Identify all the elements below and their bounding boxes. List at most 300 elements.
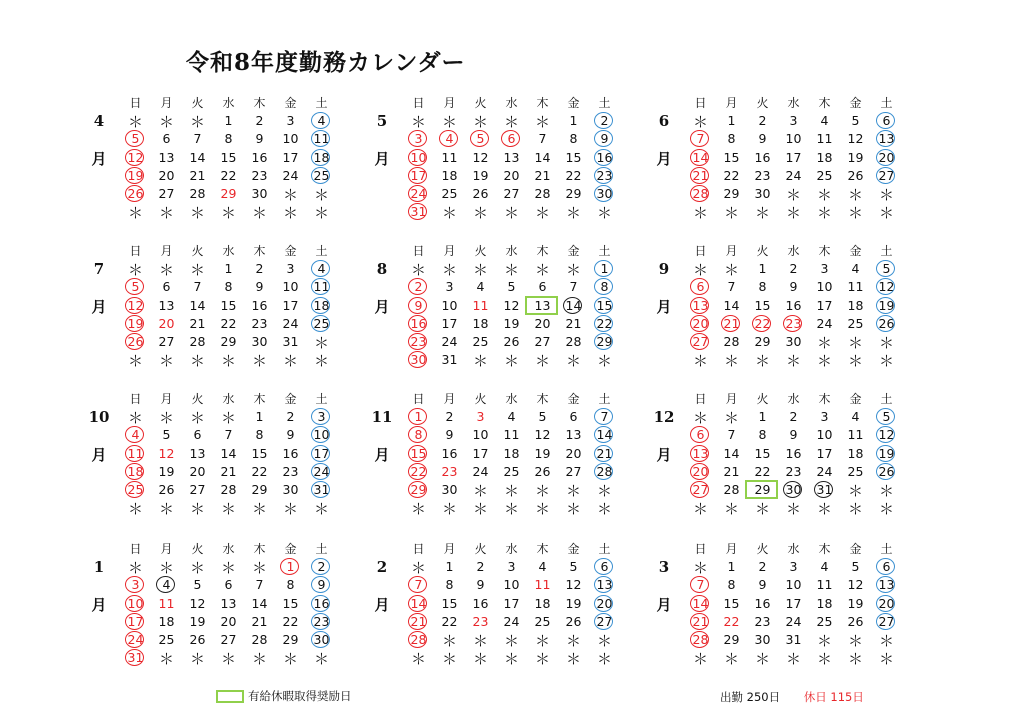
day-cell: 25 xyxy=(847,463,864,479)
day-cell: 1 xyxy=(569,113,578,129)
day-cell: 20 xyxy=(503,167,520,183)
day-cell: 27 xyxy=(220,631,237,647)
empty-day: ＊ xyxy=(189,352,205,371)
day-cell: 22 xyxy=(441,613,458,629)
holiday-day-cell: 9 xyxy=(403,297,434,315)
day-cell: 15 xyxy=(565,149,582,165)
day-cell: 10 xyxy=(503,577,520,593)
weekday-header: 火 xyxy=(756,244,769,258)
weekday-header: 土 xyxy=(598,96,611,110)
weekday-header: 日 xyxy=(129,96,142,110)
day-cell: 14 xyxy=(220,445,237,461)
empty-day: ＊ xyxy=(785,185,801,204)
empty-day: ＊ xyxy=(189,113,205,132)
empty-day: ＊ xyxy=(565,481,581,500)
weekday-header: 水 xyxy=(787,96,800,110)
empty-day: ＊ xyxy=(189,650,205,669)
day-cell: 3 xyxy=(820,261,829,277)
day-cell: 24 xyxy=(816,463,833,479)
day-cell: 18 xyxy=(816,595,833,611)
weekday-header: 月 xyxy=(160,542,173,556)
weekday-header: 日 xyxy=(694,392,707,406)
day-cell: 28 xyxy=(534,185,551,201)
day-cell: 10 xyxy=(472,427,489,443)
day-cell: 8 xyxy=(224,279,233,295)
empty-day: ＊ xyxy=(596,352,612,371)
weekday-header: 金 xyxy=(284,392,297,406)
empty-day: ＊ xyxy=(723,261,739,280)
day-cell: 23 xyxy=(282,463,299,479)
empty-day: ＊ xyxy=(410,500,426,519)
day-cell: 27 xyxy=(189,481,206,497)
day-cell: 21 xyxy=(189,315,206,331)
holiday-day-cell: 23 xyxy=(403,333,434,351)
day-cell: 25 xyxy=(158,631,175,647)
day-cell: 3 xyxy=(789,113,798,129)
day-cell: 14 xyxy=(251,595,268,611)
day-cell: 7 xyxy=(569,279,578,295)
weekday-header: 木 xyxy=(818,392,831,406)
holiday-day-cell: 19 xyxy=(120,315,151,333)
empty-day: ＊ xyxy=(534,650,550,669)
day-cell: 8 xyxy=(224,131,233,147)
day-cell: 9 xyxy=(789,279,798,295)
day-cell: 22 xyxy=(723,167,740,183)
empty-day: ＊ xyxy=(754,204,770,223)
day-cell: 7 xyxy=(727,427,736,443)
holiday-day-cell: 17 xyxy=(120,613,151,631)
empty-day: ＊ xyxy=(847,333,863,352)
weekday-header: 金 xyxy=(284,96,297,110)
holiday-day-cell: 16 xyxy=(403,315,434,333)
day-cell: 8 xyxy=(758,427,767,443)
weekday-header: 水 xyxy=(787,392,800,406)
empty-day: ＊ xyxy=(282,185,298,204)
holiday-day-cell: 3 xyxy=(120,576,151,594)
day-cell: 12 xyxy=(847,131,864,147)
empty-day: ＊ xyxy=(816,204,832,223)
day-cell: 18 xyxy=(472,315,489,331)
weekday-header: 月 xyxy=(725,392,738,406)
empty-day: ＊ xyxy=(282,650,298,669)
saturday-day-cell: 13 xyxy=(871,576,902,594)
month-label: 月 xyxy=(91,596,107,614)
day-cell: 18 xyxy=(441,167,458,183)
saturday-day-cell: 26 xyxy=(871,315,902,333)
empty-day: ＊ xyxy=(503,481,519,500)
day-cell: 9 xyxy=(758,131,767,147)
day-cell: 19 xyxy=(189,613,206,629)
holiday-day-cell: 31 xyxy=(120,649,151,667)
empty-day: ＊ xyxy=(723,500,739,519)
day-cell: 5 xyxy=(851,113,860,129)
empty-day: ＊ xyxy=(816,333,832,352)
day-cell: 18 xyxy=(816,149,833,165)
day-cell: 2 xyxy=(758,559,767,575)
holiday-day-cell: 28 xyxy=(403,631,434,649)
day-cell: 7 xyxy=(224,427,233,443)
weekday-header: 火 xyxy=(474,244,487,258)
saturday-day-cell: 5 xyxy=(871,408,902,426)
day-cell: 18 xyxy=(503,445,520,461)
national-holiday-cell: 3 xyxy=(476,409,485,425)
day-cell: 29 xyxy=(251,481,268,497)
holiday-day-cell: 20 xyxy=(685,463,716,481)
day-cell: 14 xyxy=(534,149,551,165)
empty-day: ＊ xyxy=(503,113,519,132)
paid-leave-day-cell: 29 xyxy=(747,481,778,499)
day-cell: 3 xyxy=(820,409,829,425)
day-cell: 14 xyxy=(189,149,206,165)
saturday-day-cell: 16 xyxy=(589,149,620,167)
saturday-day-cell: 9 xyxy=(306,576,337,594)
saturday-day-cell: 18 xyxy=(306,297,337,315)
day-cell: 30 xyxy=(251,333,268,349)
saturday-day-cell: 9 xyxy=(589,130,620,148)
weekday-header: 日 xyxy=(694,542,707,556)
weekday-header: 土 xyxy=(598,392,611,406)
empty-day: ＊ xyxy=(816,500,832,519)
weekday-header: 月 xyxy=(443,542,456,556)
saturday-day-cell: 30 xyxy=(306,631,337,649)
weekday-header: 火 xyxy=(756,542,769,556)
holiday-day-cell: 31 xyxy=(403,203,434,221)
day-cell: 28 xyxy=(723,481,740,497)
day-cell: 16 xyxy=(251,149,268,165)
day-cell: 13 xyxy=(189,445,206,461)
holiday-day-cell: 7 xyxy=(685,576,716,594)
weekday-header: 木 xyxy=(253,542,266,556)
empty-day: ＊ xyxy=(847,185,863,204)
weekday-header: 木 xyxy=(253,392,266,406)
month-calendar xyxy=(371,390,633,520)
day-cell: 13 xyxy=(503,149,520,165)
weekday-header: 日 xyxy=(412,392,425,406)
weekday-header: 金 xyxy=(567,392,580,406)
weekday-header: 日 xyxy=(694,96,707,110)
holiday-day-cell: 4 xyxy=(120,426,151,444)
day-grid xyxy=(403,390,620,517)
day-cell: 5 xyxy=(569,559,578,575)
day-cell: 18 xyxy=(534,595,551,611)
day-cell: 12 xyxy=(565,577,582,593)
empty-day: ＊ xyxy=(472,261,488,280)
holiday-day-cell: 22 xyxy=(747,315,778,333)
day-cell: 7 xyxy=(727,279,736,295)
day-cell: 6 xyxy=(538,279,547,295)
day-cell: 29 xyxy=(723,185,740,201)
day-cell: 11 xyxy=(503,427,520,443)
empty-day: ＊ xyxy=(565,261,581,280)
empty-day: ＊ xyxy=(503,352,519,371)
national-holiday-cell: 23 xyxy=(441,463,458,479)
day-cell: 30 xyxy=(251,185,268,201)
work-days-total: 出勤 250日 xyxy=(720,690,781,704)
empty-day: ＊ xyxy=(472,204,488,223)
holiday-day-cell: 8 xyxy=(403,426,434,444)
day-cell: 4 xyxy=(507,409,516,425)
day-cell: 28 xyxy=(251,631,268,647)
day-cell: 15 xyxy=(282,595,299,611)
empty-day: ＊ xyxy=(847,650,863,669)
day-grid xyxy=(685,390,902,517)
day-cell: 8 xyxy=(727,131,736,147)
empty-day: ＊ xyxy=(189,204,205,223)
day-cell: 10 xyxy=(785,131,802,147)
weekday-header: 日 xyxy=(129,392,142,406)
empty-day: ＊ xyxy=(313,333,329,352)
day-cell: 7 xyxy=(255,577,264,593)
day-cell: 28 xyxy=(189,333,206,349)
weekday-header: 金 xyxy=(567,244,580,258)
weekday-header: 金 xyxy=(567,542,580,556)
weekday-header: 火 xyxy=(474,96,487,110)
month-number: 2 xyxy=(376,558,388,576)
empty-day: ＊ xyxy=(472,500,488,519)
weekday-header: 金 xyxy=(849,244,862,258)
day-cell: 17 xyxy=(816,445,833,461)
day-cell: 5 xyxy=(193,577,202,593)
day-cell: 4 xyxy=(820,559,829,575)
day-cell: 12 xyxy=(503,297,520,313)
month-number: 8 xyxy=(376,260,388,278)
empty-day: ＊ xyxy=(534,500,550,519)
empty-day: ＊ xyxy=(220,500,236,519)
empty-day: ＊ xyxy=(220,352,236,371)
month-number: 9 xyxy=(658,260,670,278)
weekday-header: 土 xyxy=(315,244,328,258)
day-cell: 28 xyxy=(189,185,206,201)
saturday-day-cell: 20 xyxy=(871,149,902,167)
empty-day: ＊ xyxy=(503,204,519,223)
weekday-header: 月 xyxy=(443,392,456,406)
day-cell: 31 xyxy=(282,333,299,349)
day-cell: 21 xyxy=(534,167,551,183)
empty-day: ＊ xyxy=(220,650,236,669)
holiday-day-cell: 25 xyxy=(120,481,151,499)
holiday-day-cell: 5 xyxy=(120,278,151,296)
paid-leave-day-cell: 13 xyxy=(527,297,558,315)
empty-day: ＊ xyxy=(534,481,550,500)
day-cell: 26 xyxy=(847,613,864,629)
empty-day: ＊ xyxy=(313,204,329,223)
empty-day: ＊ xyxy=(878,500,894,519)
empty-day: ＊ xyxy=(692,261,708,280)
holiday-day-cell: 13 xyxy=(685,445,716,463)
empty-day: ＊ xyxy=(251,204,267,223)
day-cell: 10 xyxy=(816,427,833,443)
saturday-day-cell: 11 xyxy=(306,130,337,148)
day-cell: 25 xyxy=(534,613,551,629)
month-label: 月 xyxy=(91,150,107,168)
empty-day: ＊ xyxy=(189,409,205,428)
day-cell: 30 xyxy=(441,481,458,497)
month-calendar xyxy=(91,94,350,224)
weekday-header: 木 xyxy=(253,96,266,110)
holiday-day-cell: 5 xyxy=(465,130,496,148)
day-cell: 25 xyxy=(847,315,864,331)
weekday-header: 金 xyxy=(849,542,862,556)
day-cell: 19 xyxy=(847,149,864,165)
holiday-day-cell: 21 xyxy=(716,315,747,333)
weekday-header: 金 xyxy=(284,244,297,258)
empty-day: ＊ xyxy=(220,204,236,223)
weekday-header: 月 xyxy=(443,244,456,258)
empty-day: ＊ xyxy=(723,409,739,428)
day-cell: 23 xyxy=(785,463,802,479)
national-holiday-cell: 29 xyxy=(220,185,237,201)
day-cell: 15 xyxy=(251,445,268,461)
saturday-day-cell: 31 xyxy=(306,481,337,499)
empty-day: ＊ xyxy=(785,650,801,669)
month-calendar xyxy=(374,94,633,224)
empty-day: ＊ xyxy=(158,261,174,280)
day-cell: 25 xyxy=(816,613,833,629)
day-cell: 22 xyxy=(565,167,582,183)
day-cell: 21 xyxy=(189,167,206,183)
empty-day: ＊ xyxy=(441,204,457,223)
holiday-day-cell: 24 xyxy=(403,185,434,203)
month-label: 月 xyxy=(374,298,390,316)
day-cell: 7 xyxy=(193,279,202,295)
day-cell: 17 xyxy=(503,595,520,611)
saturday-day-cell: 10 xyxy=(306,426,337,444)
day-cell: 8 xyxy=(286,577,295,593)
day-cell: 22 xyxy=(251,463,268,479)
month-label: 月 xyxy=(656,446,672,464)
empty-day: ＊ xyxy=(723,352,739,371)
holiday-day-cell: 21 xyxy=(685,613,716,631)
saturday-day-cell: 27 xyxy=(871,167,902,185)
day-cell: 22 xyxy=(220,315,237,331)
day-cell: 24 xyxy=(472,463,489,479)
day-cell: 1 xyxy=(224,261,233,277)
saturday-day-cell: 6 xyxy=(871,558,902,576)
empty-day: ＊ xyxy=(534,204,550,223)
off-day-cell: 4 xyxy=(151,576,182,594)
holiday-day-cell: 21 xyxy=(685,167,716,185)
page-title: 令和8年度勤務カレンダー xyxy=(186,49,466,76)
empty-day: ＊ xyxy=(847,631,863,650)
national-holiday-cell: 11 xyxy=(472,297,489,313)
empty-day: ＊ xyxy=(189,559,205,578)
empty-day: ＊ xyxy=(847,352,863,371)
empty-day: ＊ xyxy=(282,352,298,371)
empty-day: ＊ xyxy=(158,409,174,428)
weekday-header: 水 xyxy=(222,96,235,110)
day-cell: 25 xyxy=(472,333,489,349)
saturday-day-cell: 5 xyxy=(871,260,902,278)
holiday-day-cell: 20 xyxy=(685,315,716,333)
day-cell: 11 xyxy=(816,131,833,147)
weekday-header: 日 xyxy=(129,244,142,258)
saturday-day-cell: 23 xyxy=(306,613,337,631)
day-cell: 23 xyxy=(251,315,268,331)
saturday-day-cell: 20 xyxy=(589,595,620,613)
empty-day: ＊ xyxy=(127,261,143,280)
weekday-header: 金 xyxy=(849,96,862,110)
day-cell: 16 xyxy=(754,149,771,165)
day-cell: 27 xyxy=(158,333,175,349)
weekday-header: 金 xyxy=(849,392,862,406)
weekday-header: 月 xyxy=(725,542,738,556)
day-cell: 9 xyxy=(255,279,264,295)
day-cell: 20 xyxy=(220,613,237,629)
saturday-day-cell: 2 xyxy=(306,558,337,576)
month-label: 月 xyxy=(656,596,672,614)
empty-day: ＊ xyxy=(596,481,612,500)
empty-day: ＊ xyxy=(282,500,298,519)
saturday-day-cell: 24 xyxy=(306,463,337,481)
saturday-day-cell: 28 xyxy=(589,463,620,481)
day-cell: 25 xyxy=(441,185,458,201)
day-cell: 13 xyxy=(220,595,237,611)
day-cell: 20 xyxy=(534,315,551,331)
day-cell: 3 xyxy=(286,113,295,129)
empty-day: ＊ xyxy=(816,352,832,371)
empty-day: ＊ xyxy=(189,500,205,519)
holiday-day-cell: 14 xyxy=(685,595,716,613)
weekday-header: 日 xyxy=(412,542,425,556)
weekday-header: 水 xyxy=(505,244,518,258)
day-cell: 1 xyxy=(445,559,454,575)
empty-day: ＊ xyxy=(313,650,329,669)
empty-day: ＊ xyxy=(189,261,205,280)
weekday-header: 土 xyxy=(880,96,893,110)
day-cell: 31 xyxy=(785,631,802,647)
day-cell: 10 xyxy=(785,577,802,593)
empty-day: ＊ xyxy=(127,500,143,519)
day-cell: 27 xyxy=(565,463,582,479)
day-cell: 16 xyxy=(785,445,802,461)
empty-day: ＊ xyxy=(472,481,488,500)
empty-day: ＊ xyxy=(596,500,612,519)
month-number: 11 xyxy=(371,408,393,426)
day-grid xyxy=(403,94,620,221)
day-cell: 29 xyxy=(754,333,771,349)
day-cell: 24 xyxy=(785,613,802,629)
holiday-day-cell: 12 xyxy=(120,149,151,167)
saturday-day-cell: 16 xyxy=(306,595,337,613)
empty-day: ＊ xyxy=(220,409,236,428)
off-day-cell: 14 xyxy=(558,297,589,315)
holiday-day-cell: 10 xyxy=(403,149,434,167)
weekday-header: 火 xyxy=(191,542,204,556)
day-cell: 20 xyxy=(189,463,206,479)
day-cell: 4 xyxy=(851,261,860,277)
saturday-day-cell: 15 xyxy=(589,297,620,315)
day-cell: 4 xyxy=(851,409,860,425)
day-cell: 26 xyxy=(189,631,206,647)
national-holiday-cell: 23 xyxy=(472,613,489,629)
holiday-day-cell: 12 xyxy=(120,297,151,315)
day-cell: 6 xyxy=(162,279,171,295)
day-cell: 19 xyxy=(503,315,520,331)
weekday-header: 水 xyxy=(222,542,235,556)
holiday-day-cell: 13 xyxy=(685,297,716,315)
day-cell: 10 xyxy=(441,297,458,313)
day-cell: 30 xyxy=(282,481,299,497)
national-holiday-cell: 12 xyxy=(158,445,175,461)
weekday-header: 水 xyxy=(222,392,235,406)
day-cell: 28 xyxy=(723,333,740,349)
day-cell: 11 xyxy=(441,149,458,165)
day-cell: 28 xyxy=(220,481,237,497)
month-number: 5 xyxy=(376,112,388,130)
saturday-day-cell: 19 xyxy=(871,445,902,463)
day-cell: 8 xyxy=(758,279,767,295)
empty-day: ＊ xyxy=(158,204,174,223)
